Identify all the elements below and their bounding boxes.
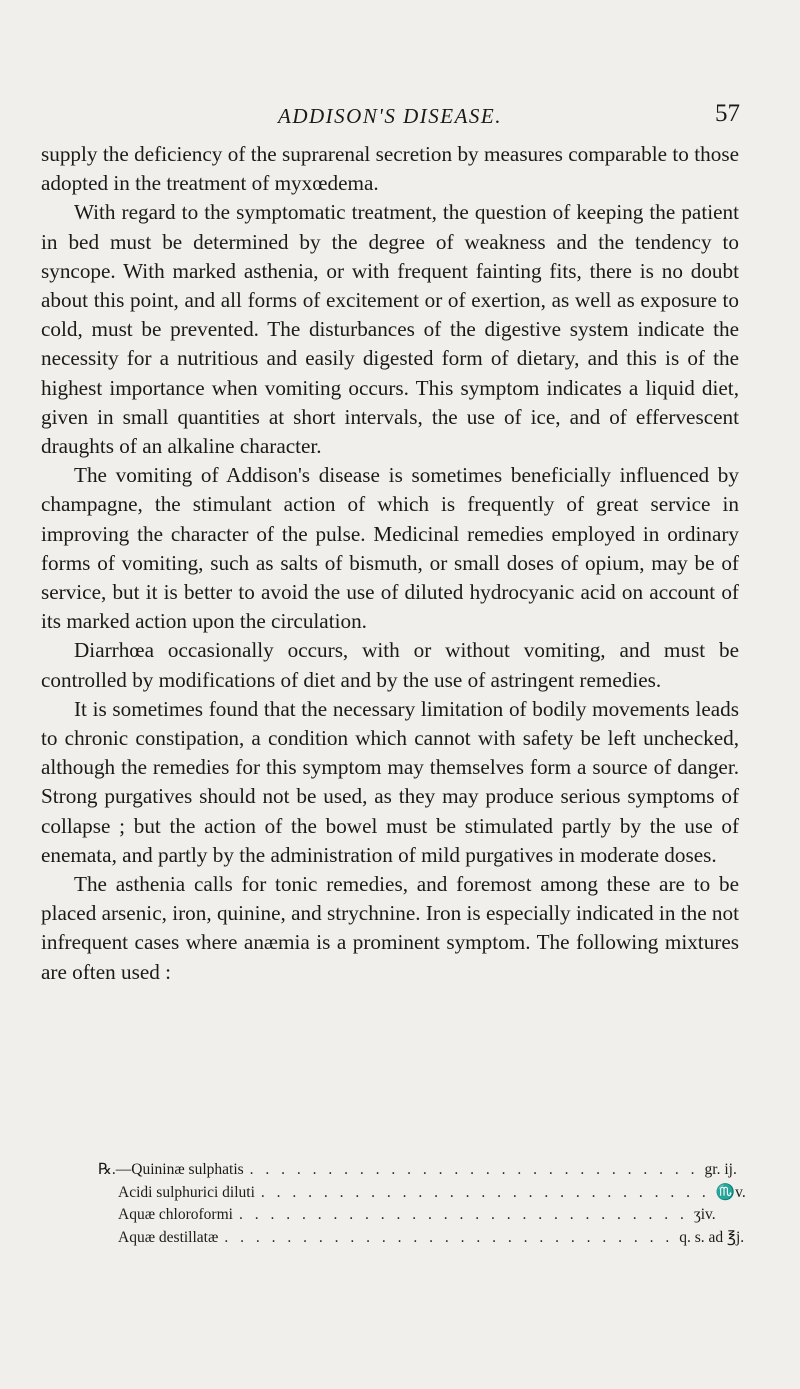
- paragraph: The vomiting of Addison's disease is sometimes beneficially influenced by champagne, the stimulant action of which is frequently of great service in improving the character of the pulse. Medicinal remedies employed in ordinary forms of vomiting, such as salts of bismuth, or small doses of opium, may be of service, but it is better to avoid the use of diluted hydrocyanic acid on account of its marked action upon the circulation.: [41, 463, 739, 634]
- paragraph: Diarrhœa occasionally occurs, with or without vomiting, and must be controlled by modifications of diet and by the use of astringent remedies.: [41, 638, 739, 692]
- leader-dots: . . . . . . . . . . . . . . . . . . . . . . . . . . . . .: [249, 1161, 699, 1178]
- prescription-dose: gr. ij.: [704, 1161, 737, 1178]
- page-header: [40, 98, 740, 134]
- prescription-dose: ʒiv.: [693, 1206, 716, 1223]
- prescription: [98, 1159, 746, 1249]
- prescription-ingredient: Acidi sulphurici diluti: [118, 1183, 255, 1201]
- prescription-row: [98, 1159, 737, 1182]
- leader-dots: . . . . . . . . . . . . . . . . . . . . . . . . . . . . .: [260, 1183, 710, 1201]
- prescription-dose: ♏v.: [715, 1183, 746, 1201]
- prescription-ingredient: ℞.—Quininæ sulphatis: [98, 1161, 244, 1178]
- body-text: [41, 140, 739, 987]
- prescription-row: [118, 1182, 746, 1205]
- prescription-ingredient: Aquæ destillatæ: [118, 1228, 219, 1246]
- leader-dots: . . . . . . . . . . . . . . . . . . . . . . . . . . . . .: [224, 1228, 674, 1246]
- prescription-row: [118, 1204, 716, 1227]
- leader-dots: . . . . . . . . . . . . . . . . . . . . . . . . . . . . .: [238, 1206, 688, 1223]
- running-title: ADDISON'S DISEASE.: [278, 104, 502, 128]
- prescription-dose: q. s. ad ℥j.: [679, 1228, 745, 1246]
- page-number: 57: [715, 100, 740, 127]
- paragraph: supply the deficiency of the suprarenal secretion by measures comparable to those adopted in the treatment of myxœdema.: [41, 142, 739, 196]
- prescription-row: [118, 1227, 745, 1250]
- paragraph: The asthenia calls for tonic remedies, and foremost among these are to be placed arsenic, iron, quinine, and strychnine. Iron is especially indicated in the not infrequent cases where anæmia is a prominent symptom. The following mixtures are often used :: [41, 872, 739, 984]
- paragraph: With regard to the symptomatic treatment, the question of keeping the patient in bed must be determined by the degree of weakness and the tendency to syncope. With marked asthenia, or with frequent fainting fits, there is no doubt about this point, and all forms of excitement or of exertion, as well as exposure to cold, must be prevented. The disturbances of the digestive system indicate the necessity for a nutritious and easily digested form of dietary, and this is of the highest importance when vomiting occurs. This symptom indicates a liquid diet, given in small quantities at short intervals, the use of ice, and of effervescent draughts of an alkaline character.: [41, 200, 739, 459]
- paragraph: It is sometimes found that the necessary limitation of bodily movements leads to chronic constipation, a condition which cannot with safety be left unchecked, although the remedies for this symptom may themselves form a source of danger. Strong purgatives should not be used, as they may produce serious symptoms of collapse ; but the action of the bowel must be stimulated partly by the use of enemata, and partly by the administration of mild purgatives in moderate doses.: [41, 696, 739, 867]
- prescription-ingredient: Aquæ chloroformi: [118, 1206, 233, 1223]
